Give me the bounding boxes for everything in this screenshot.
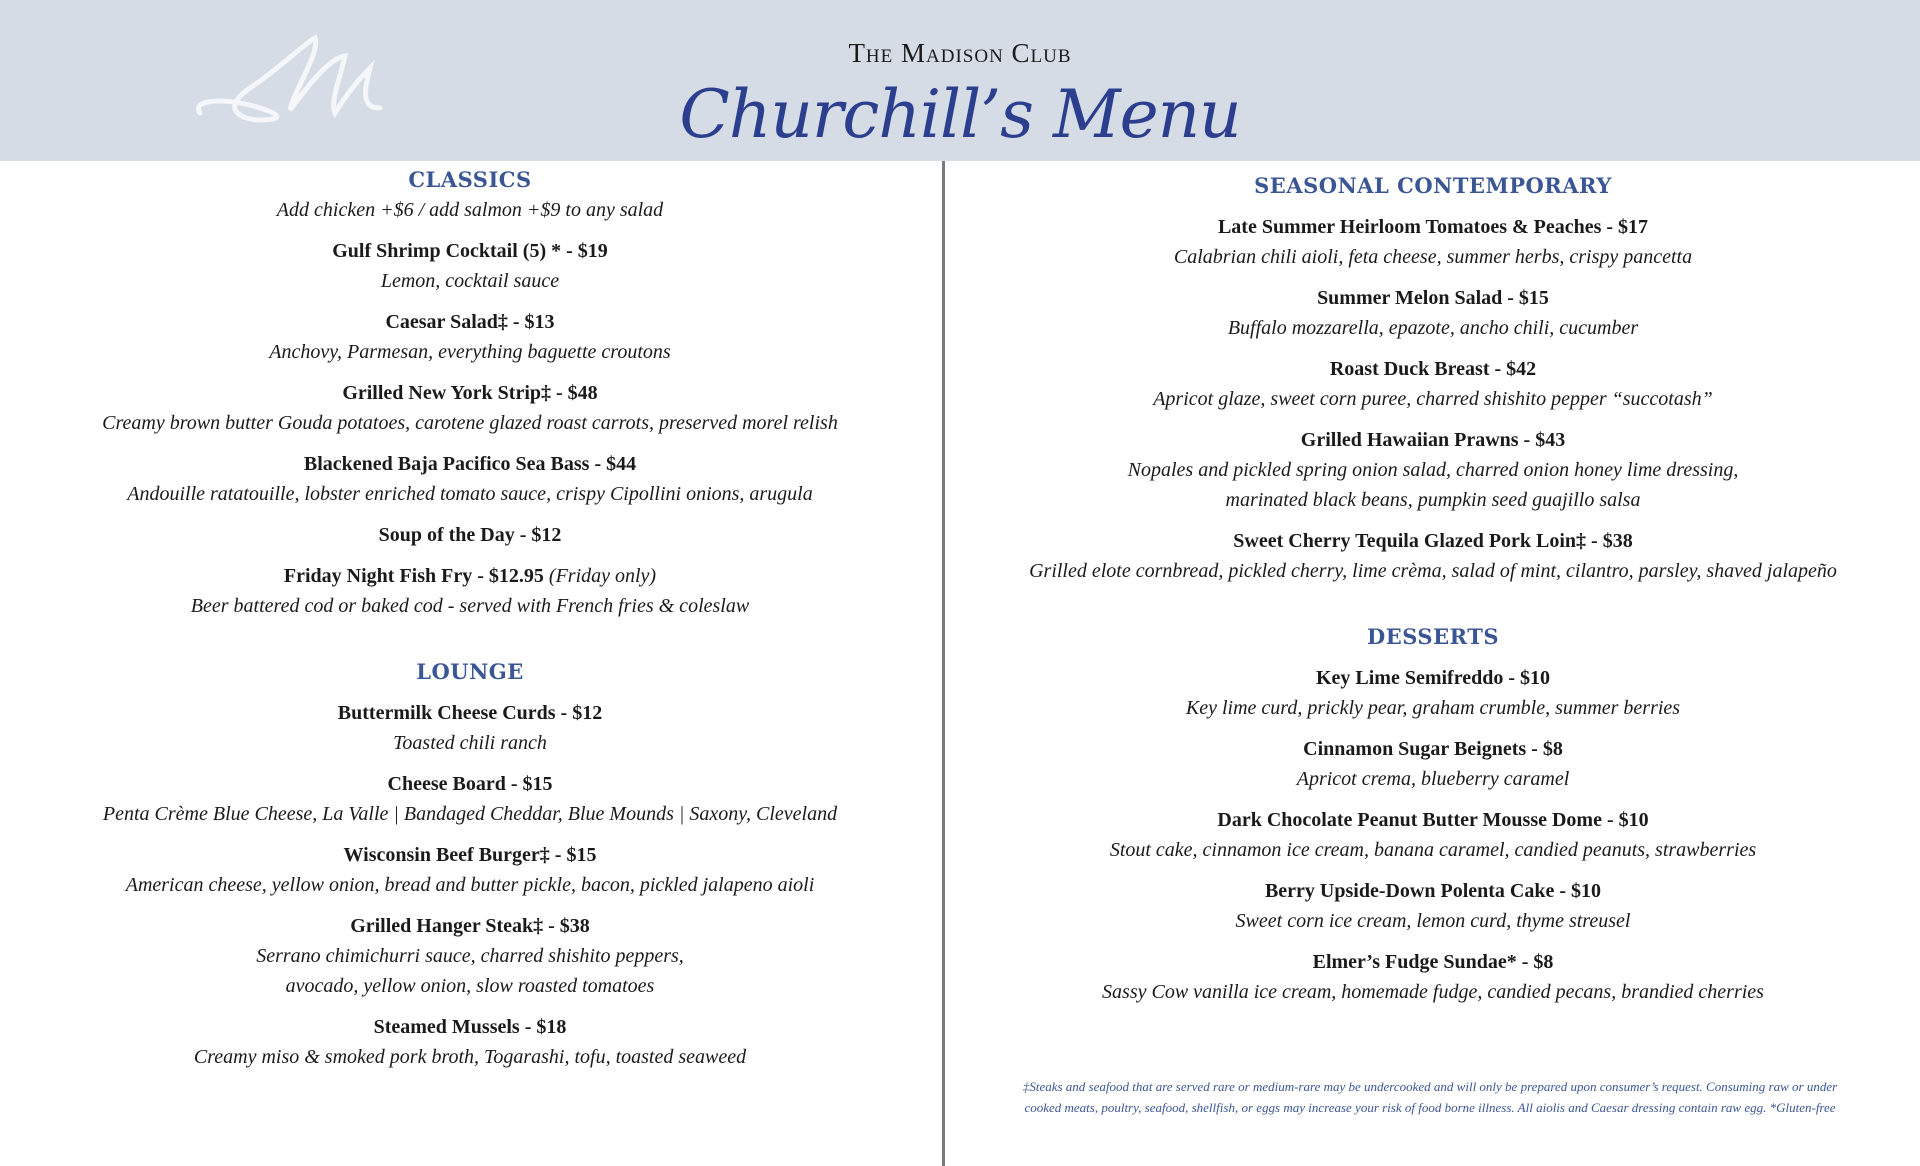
menu-item: [946, 283, 1920, 343]
menu-item: [946, 947, 1920, 1007]
section-title-classics: CLASSICS: [408, 167, 532, 192]
classics-note: Add chicken +$6 / add salmon +$9 to any salad: [276, 199, 664, 221]
menu-item: [946, 526, 1920, 586]
menu-header: [0, 0, 1920, 161]
item-desc: Andouille ratatouille, lobster enriched tomato sauce, crispy Cipollini onions, arugula: [127, 483, 813, 505]
item-desc: Stout cake, cinnamon ice cream, banana caramel, candied peanuts, strawberries: [1109, 839, 1757, 861]
item-name: Key Lime Semifreddo - $10: [1315, 667, 1551, 689]
item-name: [0, 561, 940, 591]
item-desc: Creamy miso & smoked pork broth, Togarashi, tofu, toasted seaweed: [193, 1046, 747, 1068]
column-divider: [942, 161, 945, 1166]
item-name: Soup of the Day - $12: [378, 524, 562, 546]
item-name: Summer Melon Salad - $15: [1317, 287, 1549, 309]
item-desc: Toasted chili ranch: [393, 732, 547, 754]
item-name: Roast Duck Breast - $42: [1329, 358, 1537, 380]
item-name: Berry Upside-Down Polenta Cake - $10: [1264, 880, 1602, 902]
menu-item: [946, 805, 1920, 865]
item-desc: American cheese, yellow onion, bread and butter pickle, bacon, pickled jalapeno aioli: [125, 874, 815, 896]
item-name-text: Friday Night Fish Fry - $12.95: [283, 565, 544, 587]
item-desc: Apricot glaze, sweet corn puree, charred shishito pepper “succotash”: [1153, 388, 1713, 410]
item-desc: Nopales and pickled spring onion salad, charred onion honey lime dressing,: [1127, 459, 1739, 481]
item-desc: Creamy brown butter Gouda potatoes, carotene glazed roast carrots, preserved morel relish: [102, 412, 838, 434]
item-name: Late Summer Heirloom Tomatoes & Peaches - $17: [1217, 216, 1649, 238]
menu-item: [0, 911, 940, 1001]
disclaimer-line: ‡Steaks and seafood that are served rare or medium-rare may be undercooked and will only be prepared upon consumer’s request. Consuming raw or under: [1022, 1079, 1838, 1094]
item-name: Steamed Mussels - $18: [373, 1016, 567, 1038]
item-desc: Key lime curd, prickly pear, graham crumble, summer berries: [1185, 697, 1681, 719]
item-desc: marinated black beans, pumpkin seed guajillo salsa: [1225, 489, 1641, 511]
menu-item: [0, 449, 940, 509]
item-availability: (Friday only): [548, 565, 657, 587]
menu-item: [0, 520, 940, 550]
item-desc: Grilled elote cornbread, pickled cherry, lime crèma, salad of mint, cilantro, parsley, shaved jalapeño: [1029, 560, 1837, 582]
item-name: Cinnamon Sugar Beignets - $8: [1303, 738, 1563, 760]
food-safety-disclaimer: [970, 1076, 1890, 1118]
menu-item: [946, 212, 1920, 272]
item-desc: Calabrian chili aioli, feta cheese, summer herbs, crispy pancetta: [1173, 246, 1693, 268]
menu-item: [946, 354, 1920, 414]
item-name: Grilled Hanger Steak‡ - $38: [350, 915, 590, 937]
menu-item: [0, 307, 940, 367]
item-name: Buttermilk Cheese Curds - $12: [337, 702, 603, 724]
menu-item: [946, 425, 1920, 515]
menu-item: [946, 663, 1920, 723]
menu-item: [946, 876, 1920, 936]
section-title-desserts: DESSERTS: [1367, 624, 1499, 649]
item-name: Sweet Cherry Tequila Glazed Pork Loin‡ - $38: [1233, 530, 1633, 552]
menu-item: [0, 698, 940, 758]
item-desc: Lemon, cocktail sauce: [380, 270, 560, 292]
item-desc: Sassy Cow vanilla ice cream, homemade fudge, candied pecans, brandied cherries: [1102, 981, 1764, 1003]
item-desc: Beer battered cod or baked cod - served with French fries & coleslaw: [190, 595, 750, 617]
menu-item: [0, 1012, 940, 1072]
menu-item: [946, 734, 1920, 794]
section-title-seasonal: SEASONAL CONTEMPORARY: [1254, 173, 1612, 198]
item-name: Dark Chocolate Peanut Butter Mousse Dome - $10: [1217, 809, 1649, 831]
item-name: Grilled Hawaiian Prawns - $43: [1300, 429, 1566, 451]
item-desc: avocado, yellow onion, slow roasted tomatoes: [285, 975, 655, 997]
item-desc: Apricot crema, blueberry caramel: [1296, 768, 1570, 790]
menu-item: [0, 840, 940, 900]
item-desc: Penta Crème Blue Cheese, La Valle | Bandaged Cheddar, Blue Mounds | Saxony, Cleveland: [102, 803, 838, 825]
item-name: Cheese Board - $15: [387, 773, 553, 795]
item-name: Caesar Salad‡ - $13: [385, 311, 555, 333]
item-name: Blackened Baja Pacifico Sea Bass - $44: [303, 453, 637, 475]
disclaimer-line: cooked meats, poultry, seafood, shellfish, or eggs may increase your risk of food borne illness. All aiolis and Caesar dressing contain raw egg. *Gluten-free: [1024, 1100, 1836, 1115]
item-name: Wisconsin Beef Burger‡ - $15: [343, 844, 597, 866]
item-desc: Anchovy, Parmesan, everything baguette croutons: [269, 341, 671, 363]
right-column: [946, 161, 1920, 1007]
item-desc: Sweet corn ice cream, lemon curd, thyme streusel: [1235, 910, 1631, 932]
item-desc: Serrano chimichurri sauce, charred shishito peppers,: [256, 945, 684, 967]
item-name: Grilled New York Strip‡ - $48: [342, 382, 598, 404]
left-column: [0, 161, 940, 1072]
menu-item: [0, 378, 940, 438]
menu-item: [0, 236, 940, 296]
club-name: The Madison Club: [848, 38, 1072, 68]
item-name: Gulf Shrimp Cocktail (5) * - $19: [332, 240, 608, 262]
item-name: Elmer’s Fudge Sundae* - $8: [1312, 951, 1554, 973]
menu-item: [0, 769, 940, 829]
item-desc: Buffalo mozzarella, epazote, ancho chili, cucumber: [1227, 317, 1639, 339]
menu-title: Churchill’s Menu: [679, 76, 1241, 153]
section-title-lounge: LOUNGE: [416, 659, 524, 684]
menu-item: [0, 561, 940, 621]
